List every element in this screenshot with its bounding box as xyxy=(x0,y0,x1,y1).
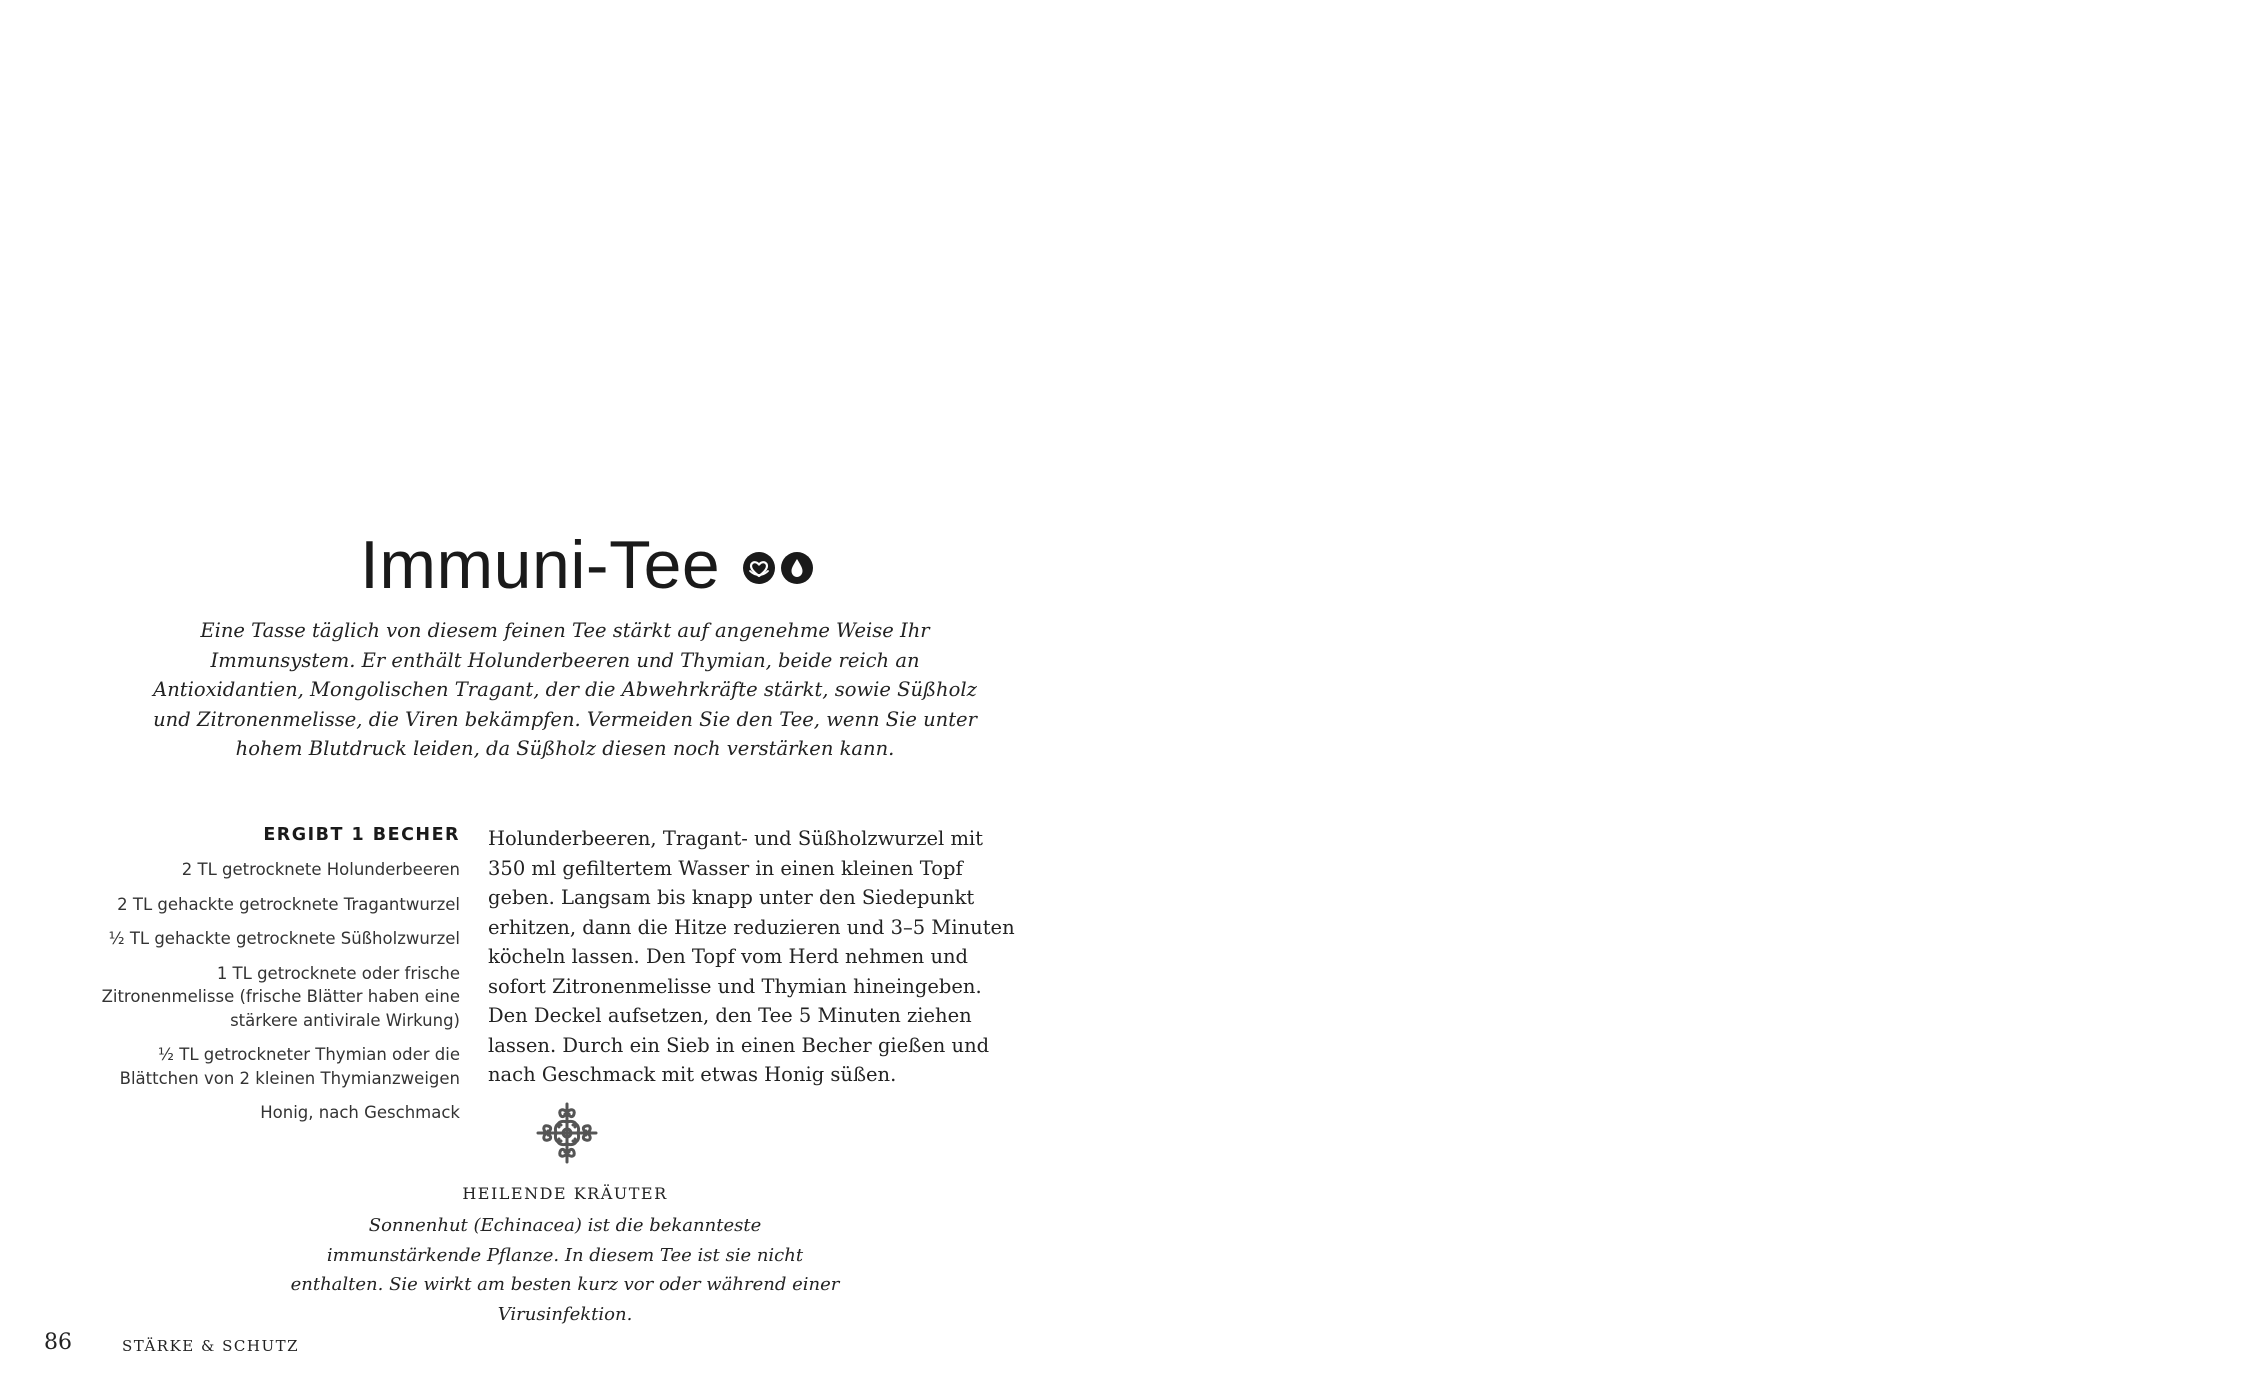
title-row xyxy=(360,520,814,610)
herbs-text: Sonnenhut (Echinacea) ist die bekannteste immunstärkende Pflanze. In diesem Tee ist sie nicht enthalten. Sie wirkt am besten kurz vor oder während einer Virusinfektion. xyxy=(290,1215,840,1325)
ingredient-item: 2 TL gehackte getrocknete Tragantwurzel xyxy=(117,894,460,914)
recipe-icons xyxy=(742,551,814,585)
recipe-intro: Eine Tasse täglich von diesem feinen Tee stärkt auf angenehme Weise Ihr Immunsystem. Er enthält Holunderbeeren und Thymian, beide reich an Antioxidantien, Mongolischen Tragant, der die Abwehrkräfte stärkt, sowie Süßholz und Zitronenmelisse, die Viren bekämpfen. Vermeiden Sie den Tee, wenn Sie unter hohem Blutdruck leiden, da Süßholz diesen noch verstärken kann. xyxy=(153,619,977,760)
heart-with-hands-icon xyxy=(742,551,776,585)
ingredient-item: 1 TL getrocknete oder frische Zitronenmelisse (frische Blätter haben eine stärkere antivirale Wirkung) xyxy=(101,963,460,1030)
drop-icon xyxy=(780,551,814,585)
section-name: STÄRKE & SCHUTZ xyxy=(122,1337,300,1355)
recipe-method: Holunderbeeren, Tragant- und Süßholzwurzel mit 350 ml gefiltertem Wasser in einen kleinen Topf geben. Langsam bis knapp unter den Siedepunkt erhitzen, dann die Hitze reduzieren und 3–5 Minuten köcheln lassen. Den Topf vom Herd nehmen und sofort Zitronenmelisse und Thymian hineingeben. Den Deckel aufsetzen, den Tee 5 Minuten ziehen lassen. Durch ein Sieb in einen Becher gießen und nach Geschmack mit etwas Honig süßen. xyxy=(488,827,1015,1086)
page-number: 86 xyxy=(44,1330,72,1355)
recipe-yield: ERGIBT 1 BECHER xyxy=(263,825,460,845)
ingredients-list xyxy=(90,824,460,1136)
ingredient-item: ½ TL gehackte getrocknete Süßholzwurzel xyxy=(108,929,460,948)
ingredient-item: Honig, nach Geschmack xyxy=(260,1103,460,1122)
ingredient-item: ½ TL getrockneter Thymian oder die Blättchen von 2 kleinen Thymianzweigen xyxy=(119,1045,460,1088)
ornament-icon xyxy=(532,1098,602,1168)
ingredient-item: 2 TL getrocknete Holunderbeeren xyxy=(181,860,460,879)
herbs-heading: HEILENDE KRÄUTER xyxy=(462,1184,668,1203)
recipe-title: Immuni-Tee xyxy=(360,527,721,603)
